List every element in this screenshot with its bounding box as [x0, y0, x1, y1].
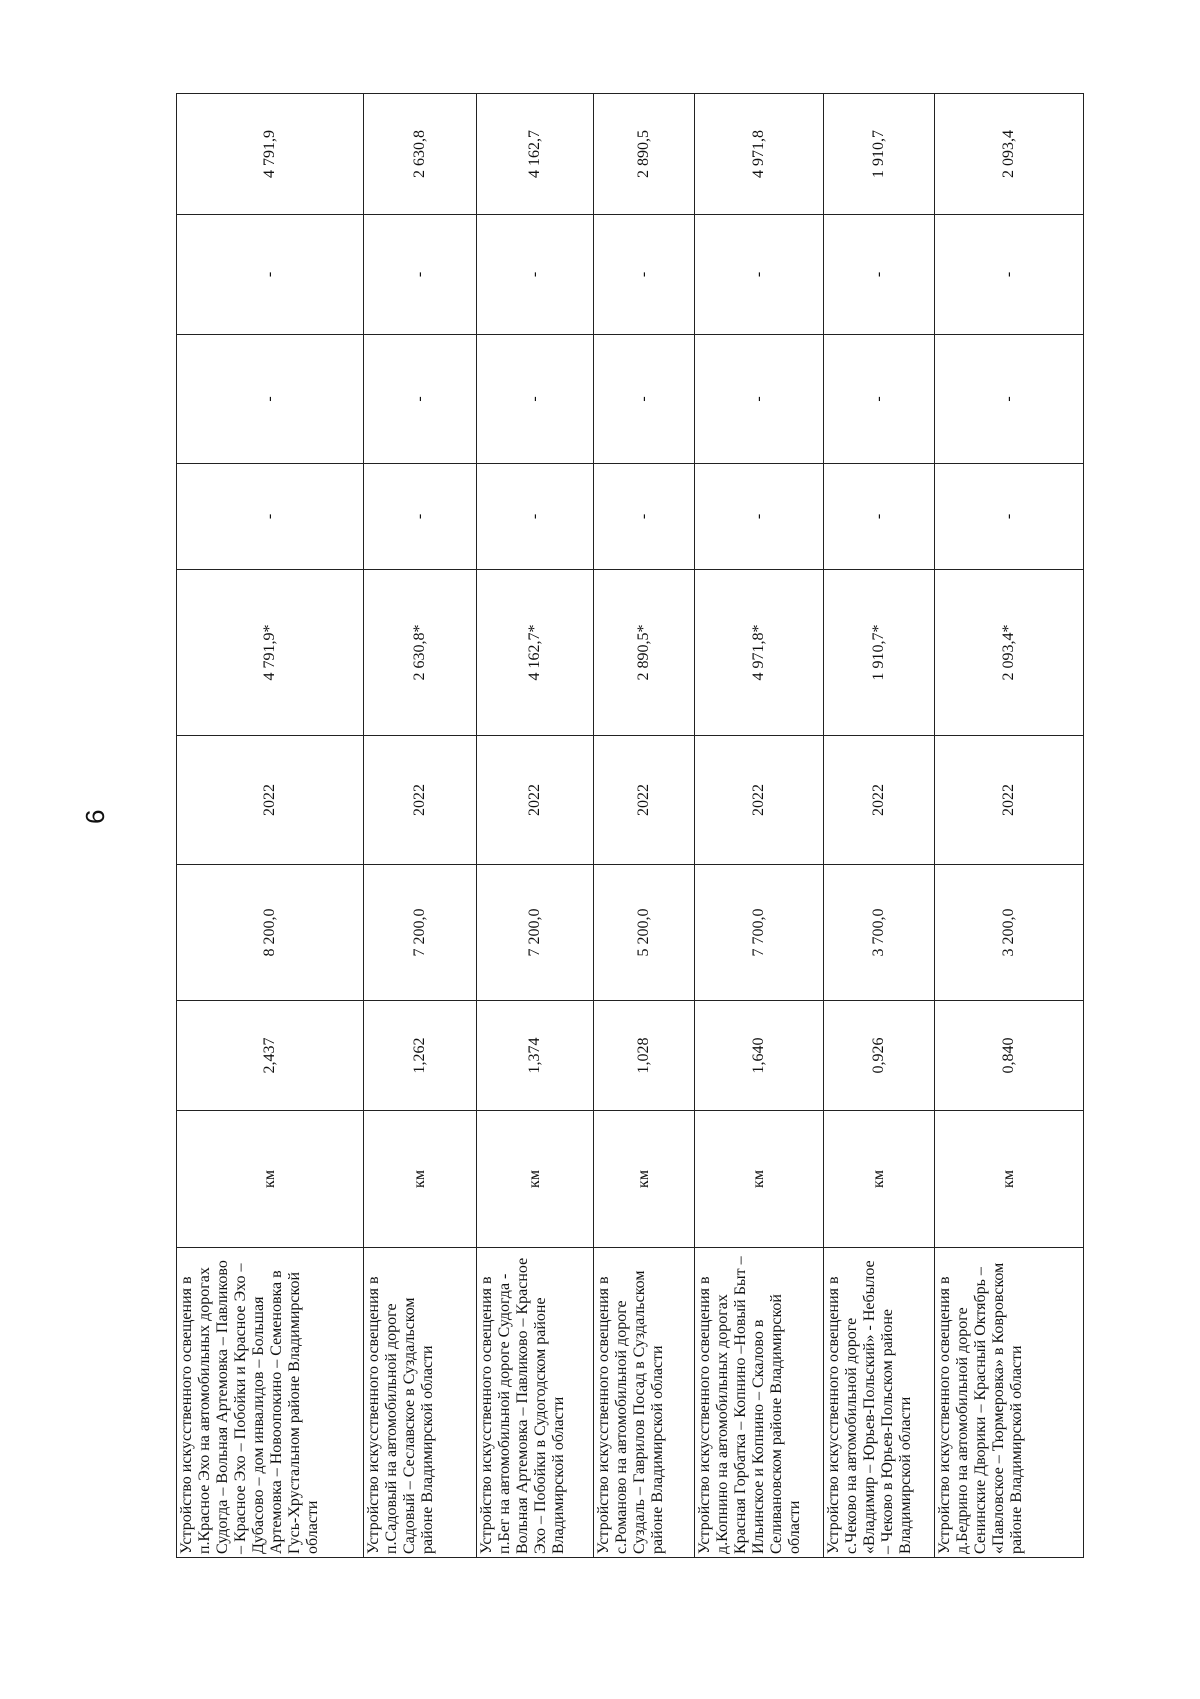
funding-cell-4: - [935, 215, 1084, 335]
funding-cell-3: - [593, 335, 694, 464]
length-cell: 1,374 [476, 1001, 593, 1111]
funding-cell-2: - [695, 464, 823, 570]
funding-cell-3: - [364, 335, 477, 464]
unit-cell: км [364, 1111, 477, 1248]
length-cell: 0,840 [935, 1001, 1084, 1111]
project-description-cell: Устройство искусственного освещения в с.Романово на автомобильной дороге Суздаль – Гаврилов Посад в Суздальском районе Владимирской области [593, 1248, 694, 1558]
funding-cell-3: - [695, 335, 823, 464]
unit-cell: км [823, 1111, 935, 1248]
year-cell: 2022 [476, 736, 593, 865]
funding-cell-2: - [177, 464, 364, 570]
funding-cell-1: 2 890,5* [593, 570, 694, 736]
estimated-cost-cell: 8 200,0 [177, 865, 364, 1001]
year-cell: 2022 [177, 736, 364, 865]
lighting-projects-table [176, 93, 1084, 1558]
total-cell: 1 910,7 [823, 94, 935, 215]
table-row [476, 94, 593, 1558]
funding-cell-4: - [593, 215, 694, 335]
funding-cell-2: - [593, 464, 694, 570]
funding-cell-1: 4 971,8* [695, 570, 823, 736]
length-cell: 2,437 [177, 1001, 364, 1111]
estimated-cost-cell: 3 700,0 [823, 865, 935, 1001]
total-cell: 2 890,5 [593, 94, 694, 215]
estimated-cost-cell: 5 200,0 [593, 865, 694, 1001]
unit-cell: км [593, 1111, 694, 1248]
funding-cell-1: 4 162,7* [476, 570, 593, 736]
estimated-cost-cell: 7 200,0 [364, 865, 477, 1001]
length-cell: 1,262 [364, 1001, 477, 1111]
table-row [593, 94, 694, 1558]
total-cell: 2 630,8 [364, 94, 477, 215]
project-description-cell: Устройство искусственного освещения в п.Бег на автомобильной дороге Судогда - Вольная Артемовка – Павликово – Красное Эхо – Побойки в Судогодском районе Владимирской области [476, 1248, 593, 1558]
total-cell: 4 791,9 [177, 94, 364, 215]
funding-cell-3: - [935, 335, 1084, 464]
funding-cell-3: - [177, 335, 364, 464]
year-cell: 2022 [935, 736, 1084, 865]
page-number: 6 [80, 809, 110, 824]
table-row [935, 94, 1084, 1558]
estimated-cost-cell: 7 200,0 [476, 865, 593, 1001]
funding-cell-2: - [476, 464, 593, 570]
funding-cell-3: - [823, 335, 935, 464]
table-row [823, 94, 935, 1558]
year-cell: 2022 [364, 736, 477, 865]
funding-cell-1: 4 791,9* [177, 570, 364, 736]
year-cell: 2022 [695, 736, 823, 865]
funding-cell-4: - [476, 215, 593, 335]
project-description-cell: Устройство искусственного освещения в п.Садовый на автомобильной дороге Садовый – Сеславское в Суздальском районе Владимирской области [364, 1248, 477, 1558]
table-row [177, 94, 364, 1558]
total-cell: 4 971,8 [695, 94, 823, 215]
funding-cell-2: - [935, 464, 1084, 570]
funding-cell-1: 2 093,4* [935, 570, 1084, 736]
table-row [364, 94, 477, 1558]
funding-cell-4: - [823, 215, 935, 335]
length-cell: 1,028 [593, 1001, 694, 1111]
table-row [695, 94, 823, 1558]
year-cell: 2022 [593, 736, 694, 865]
funding-cell-2: - [364, 464, 477, 570]
unit-cell: км [935, 1111, 1084, 1248]
funding-cell-4: - [364, 215, 477, 335]
funding-cell-1: 1 910,7* [823, 570, 935, 736]
total-cell: 4 162,7 [476, 94, 593, 215]
unit-cell: км [476, 1111, 593, 1248]
funding-cell-2: - [823, 464, 935, 570]
rotated-table-container [176, 94, 1084, 1558]
funding-cell-3: - [476, 335, 593, 464]
unit-cell: км [695, 1111, 823, 1248]
project-description-cell: Устройство искусственного освещения в п.Красное Эхо на автомобильных дорогах Судогда – Вольная Артемовка – Павликово – Красное Эхо – Побойки и Красное Эхо – Дубасово – дом инвалидов – Большая Артемовка – Новоопокино – Семеновка в Гусь-Хрустальном районе Владимирской области [177, 1248, 364, 1558]
unit-cell: км [177, 1111, 364, 1248]
total-cell: 2 093,4 [935, 94, 1084, 215]
table-body [177, 94, 1084, 1558]
length-cell: 0,926 [823, 1001, 935, 1111]
funding-cell-1: 2 630,8* [364, 570, 477, 736]
year-cell: 2022 [823, 736, 935, 865]
funding-cell-4: - [695, 215, 823, 335]
estimated-cost-cell: 7 700,0 [695, 865, 823, 1001]
project-description-cell: Устройство искусственного освещения в с.Чеково на автомобильной дороге «Владимир – Юрьев-Польский» - Небылое – Чеково в Юрьев-Польском районе Владимирской области [823, 1248, 935, 1558]
project-description-cell: Устройство искусственного освещения в д.Бедрино на автомобильной дороге Сенинские Дворики – Красный Октябрь – «Павловское – Тюрмеровка» в Ковровском районе Владимирской области [935, 1248, 1084, 1558]
length-cell: 1,640 [695, 1001, 823, 1111]
funding-cell-4: - [177, 215, 364, 335]
estimated-cost-cell: 3 200,0 [935, 865, 1084, 1001]
project-description-cell: Устройство искусственного освещения в д.Копнино на автомобильных дорогах Красная Горбатка – Копнино –Новый Быт – Ильинское и Копнино – Скалово в Селивановском районе Владимирской области [695, 1248, 823, 1558]
